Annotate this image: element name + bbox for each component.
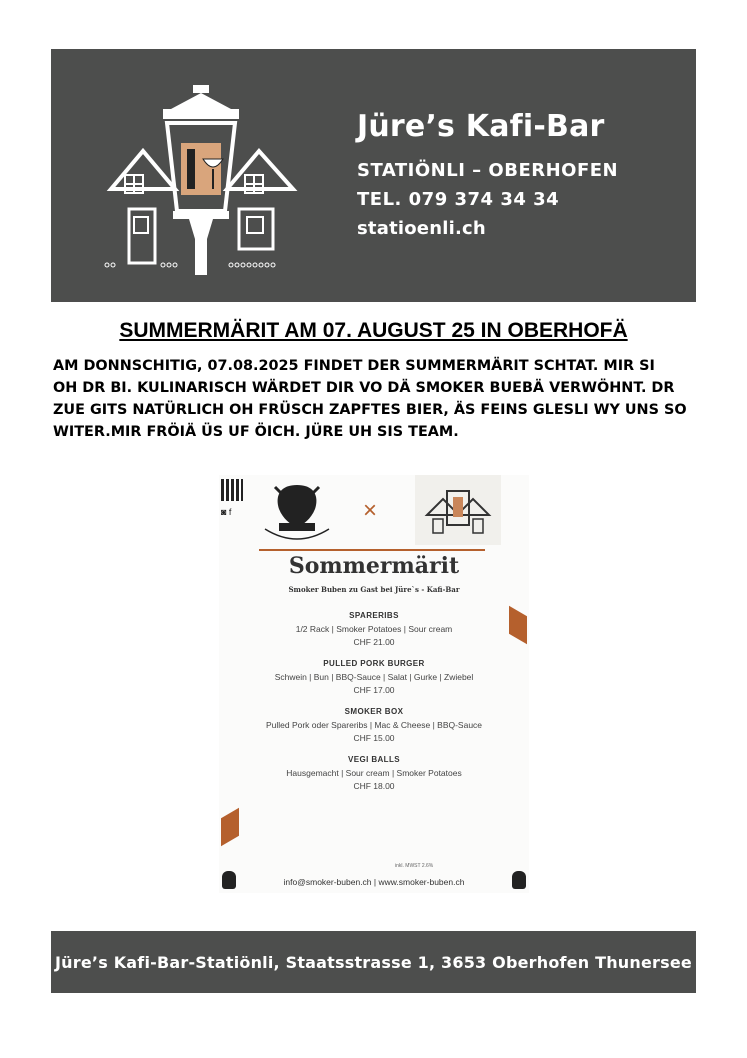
menu-flyer-image [219, 475, 529, 893]
menu-item [219, 707, 529, 743]
announcement-line: OH DR BI. KULINARISCH WÄRDET DIR VO DÄ SMOKER BUEBÄ VERWÖHNT. DR [53, 380, 675, 396]
announcement-line: ZUE GITS NATÜRLICH OH FRÜSCH ZAPFTES BIER, ÄS FEINS GLESLI WY UNS SO [53, 402, 687, 418]
collaboration-cross-icon: × [363, 497, 378, 524]
menu-item-name: VEGI BALLS [347, 755, 400, 764]
announcement-line: WITER.MIR FRÖIÄ ÜS UF ÖICH. JÜRE UH SIS TEAM. [53, 424, 459, 440]
decor-shape [221, 808, 239, 846]
menu-item-price: CHF 18.00 [353, 781, 395, 791]
menu-item-name: SPARERIBS [349, 611, 399, 620]
menu-item-name: PULLED PORK BURGER [323, 659, 425, 668]
menu-item-name: SMOKER BOX [344, 707, 404, 716]
menu-item-price: CHF 15.00 [353, 733, 395, 743]
flyer-title-divider [259, 549, 485, 551]
smoker-buben-logo [257, 479, 337, 545]
menu-item [219, 755, 529, 791]
header-banner [51, 49, 696, 302]
flyer-title: Sommermärit [288, 553, 460, 579]
flyer-subtitle: Smoker Buben zu Gast bei Jüre`s - Kafi-Bar [288, 585, 460, 594]
menu-item-desc: Pulled Pork oder Spareribs | Mac & Cheese | BBQ-Sauce [265, 720, 483, 730]
menu-item [219, 659, 529, 695]
page-headline: SUMMERMÄRIT AM 07. AUGUST 25 IN OBERHOFÄ [119, 319, 628, 342]
bbq-grill-icon [512, 871, 526, 889]
brand-location: STATIÖNLI – OBERHOFEN [357, 160, 619, 181]
menu-item-desc: Schwein | Bun | BBQ-Sauce | Salat | Gurke | Zwiebel [274, 672, 474, 682]
brand-phone: TEL. 079 374 34 34 [357, 189, 560, 210]
brand-info [357, 109, 618, 247]
menu-item-desc: 1/2 Rack | Smoker Potatoes | Sour cream [295, 624, 453, 634]
brand-website: statioenli.ch [357, 218, 486, 239]
menu-item-desc: Hausgemacht | Sour cream | Smoker Potatoes [286, 768, 462, 778]
lantern-houses-logo [101, 79, 301, 279]
flyer-menu [219, 611, 529, 803]
menu-item [219, 611, 529, 647]
announcement-text [53, 355, 703, 443]
flyer-contact: info@smoker-buben.ch | www.smoker-buben.ch [283, 877, 465, 887]
menu-item-price: CHF 21.00 [353, 637, 395, 647]
qr-code-icon [221, 479, 243, 501]
brand-name: Jüre’s Kafi-Bar [357, 109, 605, 144]
kafi-bar-mini-logo [415, 475, 501, 545]
social-icons: ◙ f [221, 507, 232, 517]
announcement-line: AM DONNSCHITIG, 07.08.2025 FINDET DER SUMMERMÄRIT SCHTAT. MIR SI [53, 358, 655, 374]
vat-note: inkl. MWST 2.6% [395, 863, 434, 869]
footer-address: Jüre’s Kafi-Bar-Statiönli, Staatsstrasse 1, 3653 Oberhofen Thunersee [51, 931, 696, 993]
menu-item-price: CHF 17.00 [353, 685, 395, 695]
